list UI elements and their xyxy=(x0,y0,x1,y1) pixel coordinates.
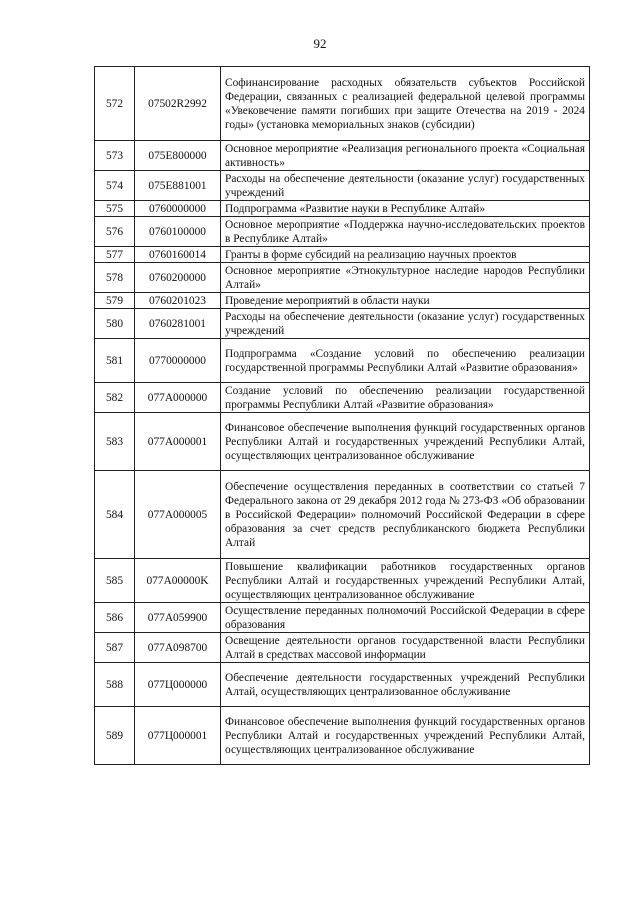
table-row xyxy=(95,339,590,383)
row-code: 0760100000 xyxy=(135,217,221,247)
row-code: 077A000000 xyxy=(135,383,221,413)
row-code: 077A000005 xyxy=(135,471,221,559)
row-number: 584 xyxy=(95,471,135,559)
row-name: Основное мероприятие «Этнокультурное наследие народов Республики Алтай» xyxy=(221,263,590,293)
row-number: 588 xyxy=(95,663,135,707)
row-code: 0760160014 xyxy=(135,247,221,263)
row-code: 077A00000K xyxy=(135,559,221,603)
row-number: 578 xyxy=(95,263,135,293)
table-row xyxy=(95,633,590,663)
row-code: 075E881001 xyxy=(135,171,221,201)
row-code: 0760000000 xyxy=(135,201,221,217)
row-code: 0760201023 xyxy=(135,293,221,309)
row-name: Основное мероприятие «Реализация регионального проекта «Социальная активность» xyxy=(221,141,590,171)
row-code: 077Ц000000 xyxy=(135,663,221,707)
table-row xyxy=(95,293,590,309)
row-number: 589 xyxy=(95,707,135,765)
table-row xyxy=(95,141,590,171)
table-row xyxy=(95,247,590,263)
row-number: 582 xyxy=(95,383,135,413)
row-code: 077A059900 xyxy=(135,603,221,633)
row-number: 575 xyxy=(95,201,135,217)
table-row xyxy=(95,413,590,471)
table-row xyxy=(95,663,590,707)
row-name: Финансовое обеспечение выполнения функций государственных органов Республики Алтай и государственных учреждений Республики Алтай, осуществляющих централизованное обслуживание xyxy=(221,413,590,471)
table-row xyxy=(95,603,590,633)
row-code: 077A098700 xyxy=(135,633,221,663)
table-row xyxy=(95,471,590,559)
row-number: 586 xyxy=(95,603,135,633)
row-number: 579 xyxy=(95,293,135,309)
page-number: 92 xyxy=(313,36,327,51)
row-name: Освещение деятельности органов государственной власти Республики Алтай в средствах массовой информации xyxy=(221,633,590,663)
row-number: 574 xyxy=(95,171,135,201)
table-row xyxy=(95,309,590,339)
table-row xyxy=(95,171,590,201)
row-code: 07502R2992 xyxy=(135,67,221,141)
row-name: Создание условий по обеспечению реализации государственной программы Республики Алтай «Развитие образования» xyxy=(221,383,590,413)
row-number: 581 xyxy=(95,339,135,383)
row-code: 0760200000 xyxy=(135,263,221,293)
table-row xyxy=(95,67,590,141)
row-number: 577 xyxy=(95,247,135,263)
row-name: Гранты в форме субсидий на реализацию научных проектов xyxy=(221,247,590,263)
row-code: 0770000000 xyxy=(135,339,221,383)
row-number: 580 xyxy=(95,309,135,339)
row-name: Подпрограмма «Создание условий по обеспечению реализации государственной программы Республики Алтай «Развитие образования» xyxy=(221,339,590,383)
row-name: Расходы на обеспечение деятельности (оказание услуг) государственных учреждений xyxy=(221,309,590,339)
table-row xyxy=(95,383,590,413)
row-number: 585 xyxy=(95,559,135,603)
table-row xyxy=(95,263,590,293)
row-number: 572 xyxy=(95,67,135,141)
row-name: Обеспечение осуществления переданных в соответствии со статьей 7 Федерального закона от 29 декабря 2012 года № 273-ФЗ «Об образовании в Российской Федерации» полномочий Российской Федерации в сфере образования за счет средств республиканского бюджета Республики Алтай xyxy=(221,471,590,559)
table-row xyxy=(95,217,590,247)
row-code: 077A000001 xyxy=(135,413,221,471)
row-number: 583 xyxy=(95,413,135,471)
row-name: Обеспечение деятельности государственных учреждений Республики Алтай, осуществляющих централизованное обслуживание xyxy=(221,663,590,707)
row-name: Подпрограмма «Развитие науки в Республике Алтай» xyxy=(221,201,590,217)
row-number: 573 xyxy=(95,141,135,171)
row-name: Осуществление переданных полномочий Российской Федерации в сфере образования xyxy=(221,603,590,633)
table-row xyxy=(95,201,590,217)
row-number: 576 xyxy=(95,217,135,247)
row-name: Софинансирование расходных обязательств субъектов Российской Федерации, связанных с реализацией федеральной целевой программы «Увековечение памяти погибших при защите Отечества на 2019 - 2024 годы» (установка мемориальных знаков (субсидии) xyxy=(221,67,590,141)
table-row xyxy=(95,559,590,603)
row-code: 077Ц000001 xyxy=(135,707,221,765)
table-row xyxy=(95,707,590,765)
row-code: 0760281001 xyxy=(135,309,221,339)
row-name: Повышение квалификации работников государственных органов Республики Алтай и государственных учреждений Республики Алтай, осуществляющих централизованное обслуживание xyxy=(221,559,590,603)
row-name: Финансовое обеспечение выполнения функций государственных органов Республики Алтай и государственных учреждений Республики Алтай, осуществляющих централизованное обслуживание xyxy=(221,707,590,765)
row-name: Основное мероприятие «Поддержка научно-исследовательских проектов в Республике Алтай» xyxy=(221,217,590,247)
row-name: Проведение мероприятий в области науки xyxy=(221,293,590,309)
row-name: Расходы на обеспечение деятельности (оказание услуг) государственных учреждений xyxy=(221,171,590,201)
row-code: 075E800000 xyxy=(135,141,221,171)
table-body xyxy=(95,67,590,765)
row-number: 587 xyxy=(95,633,135,663)
budget-classification-table xyxy=(94,66,590,765)
